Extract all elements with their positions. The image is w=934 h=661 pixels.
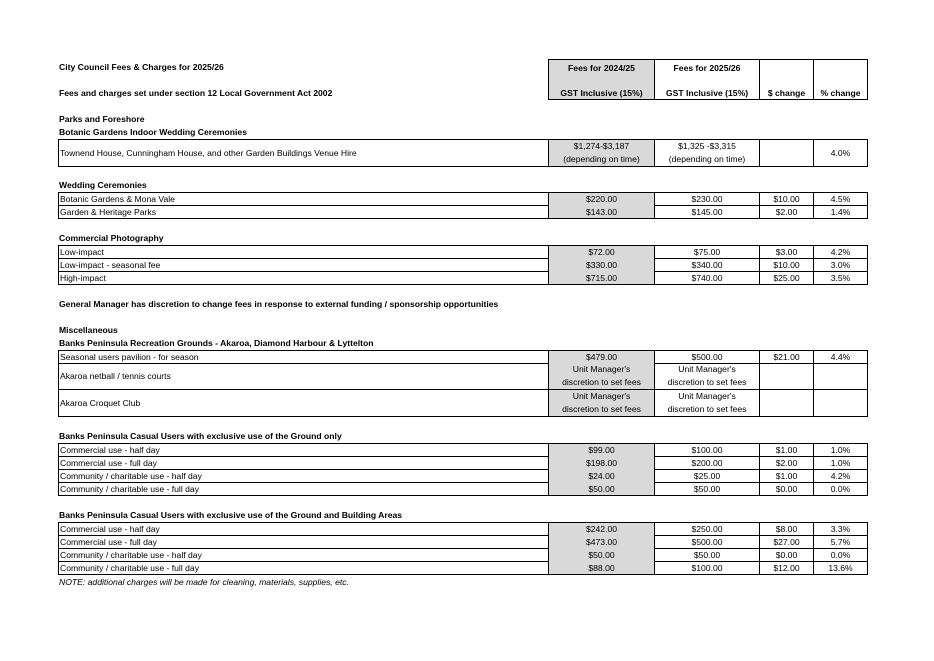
table-row: Low-impact - seasonal fee $330.00 $340.00 $10.00 3.0% [58,258,868,272]
gm-discretion-note: General Manager has discretion to change fees in response to external funding / sponsorship opportunities [59,299,499,309]
table-row: Akaroa netball / tennis courts Unit Manager's discretion to set fees Unit Manager's discretion to set fees [58,363,868,390]
page-subtitle: Fees and charges set under section 12 Local Government Act 2002 [59,88,333,98]
table-row: Botanic Gardens & Mona Vale $220.00 $230.00 $10.00 4.5% [58,192,868,206]
header-col-pct-change: % change [813,59,868,100]
table-row: Townend House, Cunningham House, and other Garden Buildings Venue Hire $1,274-$3,187 (depending on time) $1,325 -$3,315 (depending on time) 4.0% [58,139,868,167]
footer-note: NOTE: additional charges will be made for cleaning, materials, supplies, etc. [59,577,349,587]
section-botanic: Botanic Gardens Indoor Wedding Ceremonies [59,127,247,137]
table-row: Garden & Heritage Parks $143.00 $145.00 $2.00 1.4% [58,205,868,219]
section-casual-ground: Banks Peninsula Casual Users with exclusive use of the Ground only [59,431,342,441]
section-casual-building: Banks Peninsula Casual Users with exclusive use of the Ground and Building Areas [59,510,403,520]
table-row: Akaroa Croquet Club Unit Manager's discretion to set fees Unit Manager's discretion to set fees [58,390,868,417]
header-col-2025: Fees for 2025/26 GST Inclusive (15%) [654,59,760,100]
section-miscellaneous: Miscellaneous [59,325,118,335]
table-row: Commercial use - half day $242.00 $250.00 $8.00 3.3% [58,522,868,536]
section-wedding: Wedding Ceremonies [59,180,147,190]
table-row: Community / charitable use - full day $88.00 $100.00 $12.00 13.6% [58,561,868,575]
header-col-dollar-change: $ change [759,59,814,100]
header-col-2024: Fees for 2024/25 GST Inclusive (15%) [548,59,655,100]
table-row: High-impact $715.00 $740.00 $25.00 3.5% [58,271,868,285]
table-row: Community / charitable use - full day $50.00 $50.00 $0.00 0.0% [58,482,868,496]
section-photography: Commercial Photography [59,233,164,243]
table-row: Commercial use - half day $99.00 $100.00 $1.00 1.0% [58,443,868,457]
table-row: Commercial use - full day $473.00 $500.00 $27.00 5.7% [58,535,868,549]
table-row: Community / charitable use - half day $50.00 $50.00 $0.00 0.0% [58,548,868,562]
table-row: Seasonal users pavilion - for season $479.00 $500.00 $21.00 4.4% [58,350,868,364]
table-row: Low-impact $72.00 $75.00 $3.00 4.2% [58,245,868,259]
section-parks: Parks and Foreshore [59,114,145,124]
page-title: City Council Fees & Charges for 2025/26 [59,62,224,72]
table-row: Commercial use - full day $198.00 $200.00 $2.00 1.0% [58,456,868,470]
table-row: Community / charitable use - half day $24.00 $25.00 $1.00 4.2% [58,469,868,483]
section-banks-recreation: Banks Peninsula Recreation Grounds - Akaroa, Diamond Harbour & Lyttelton [59,338,374,348]
